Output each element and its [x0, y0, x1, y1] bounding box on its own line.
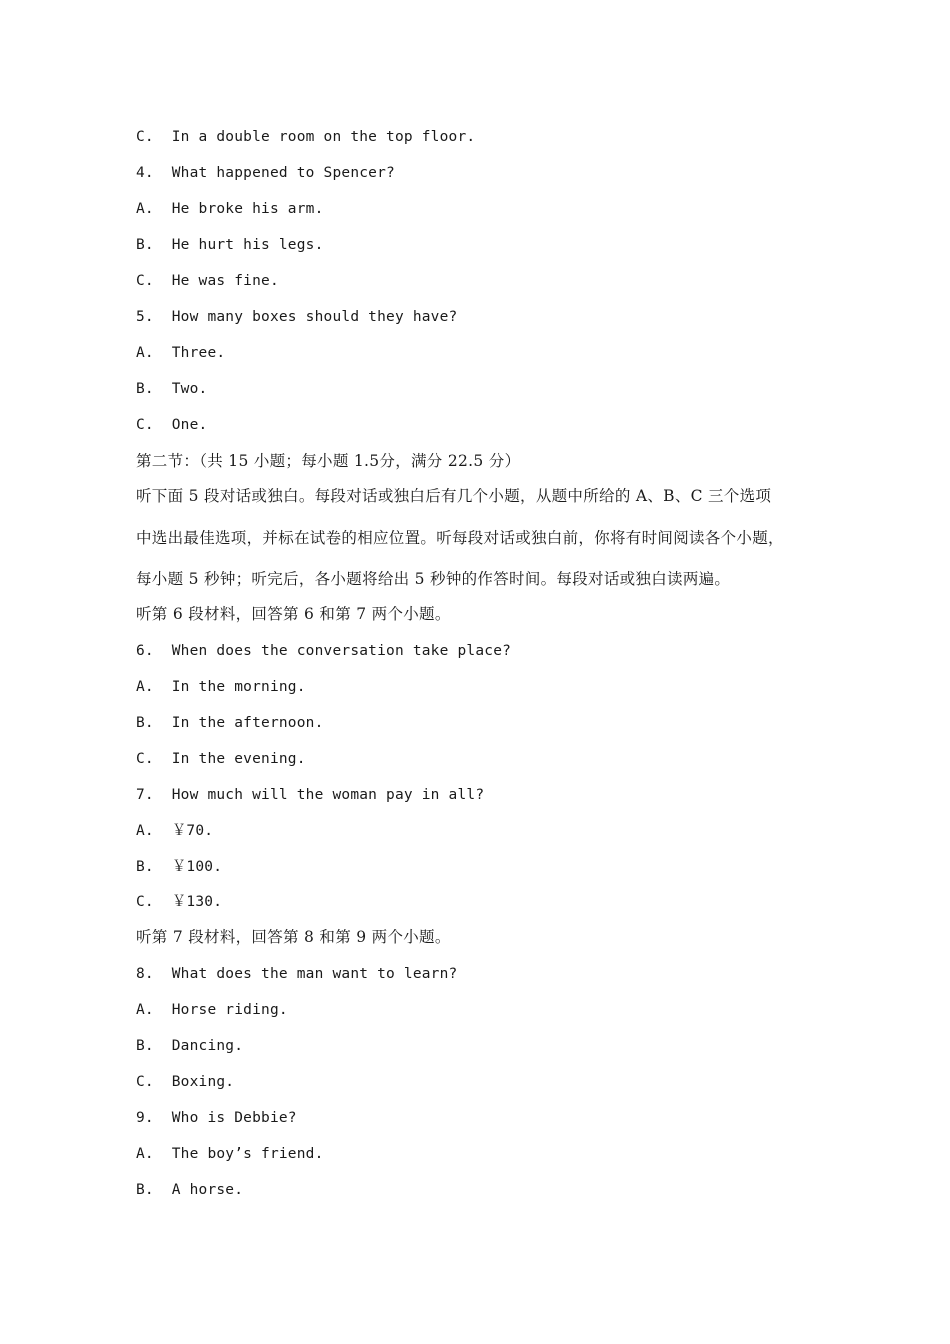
option-6b: B. In the afternoon.: [136, 715, 324, 731]
question-5: 5. How many boxes should they have?: [136, 309, 458, 325]
instructions-line-3: 每小题 5 秒钟；听完后，各小题将给出 5 秒钟的作答时间。每段对话或独白读两遍。: [136, 570, 731, 588]
option-6a: A. In the morning.: [136, 679, 306, 695]
instructions-line-1: 听下面 5 段对话或独白。每段对话或独白后有几个小题，从题中所给的 A、B、C 三个选项: [136, 487, 772, 505]
passage-7-heading: 听第 7 段材料，回答第 8 和第 9 两个小题。: [136, 928, 451, 946]
question-6: 6. When does the conversation take place?: [136, 643, 512, 659]
option-4b: B. He hurt his legs.: [136, 237, 324, 253]
option-3c: C. In a double room on the top floor.: [136, 129, 476, 145]
option-4c: C. He was fine.: [136, 273, 279, 289]
option-5a: A. Three.: [136, 345, 226, 361]
option-6c: C. In the evening.: [136, 751, 306, 767]
passage-6-heading: 听第 6 段材料，回答第 6 和第 7 两个小题。: [136, 605, 451, 623]
option-8b: B. Dancing.: [136, 1038, 244, 1054]
option-8c: C. Boxing.: [136, 1074, 235, 1090]
option-7b: B. ￥100.: [136, 859, 223, 875]
section-2-heading: 第二节：（共 15 小题；每小题 1.5分，满分 22.5 分）: [136, 452, 521, 470]
option-4a: A. He broke his arm.: [136, 201, 324, 217]
option-7c: C. ￥130.: [136, 894, 223, 910]
option-9b: B. A horse.: [136, 1182, 244, 1198]
question-8: 8. What does the man want to learn?: [136, 966, 458, 982]
option-7a: A. ￥70.: [136, 823, 214, 839]
option-5b: B. Two.: [136, 381, 208, 397]
option-9a: A. The boy’s friend.: [136, 1146, 324, 1162]
question-7: 7. How much will the woman pay in all?: [136, 787, 485, 803]
instructions-line-2: 中选出最佳选项，并标在试卷的相应位置。听每段对话或独白前，你将有时间阅读各个小题，: [136, 529, 784, 547]
question-9: 9. Who is Debbie?: [136, 1110, 297, 1126]
question-4: 4. What happened to Spencer?: [136, 165, 395, 181]
option-5c: C. One.: [136, 417, 208, 433]
option-8a: A. Horse riding.: [136, 1002, 288, 1018]
